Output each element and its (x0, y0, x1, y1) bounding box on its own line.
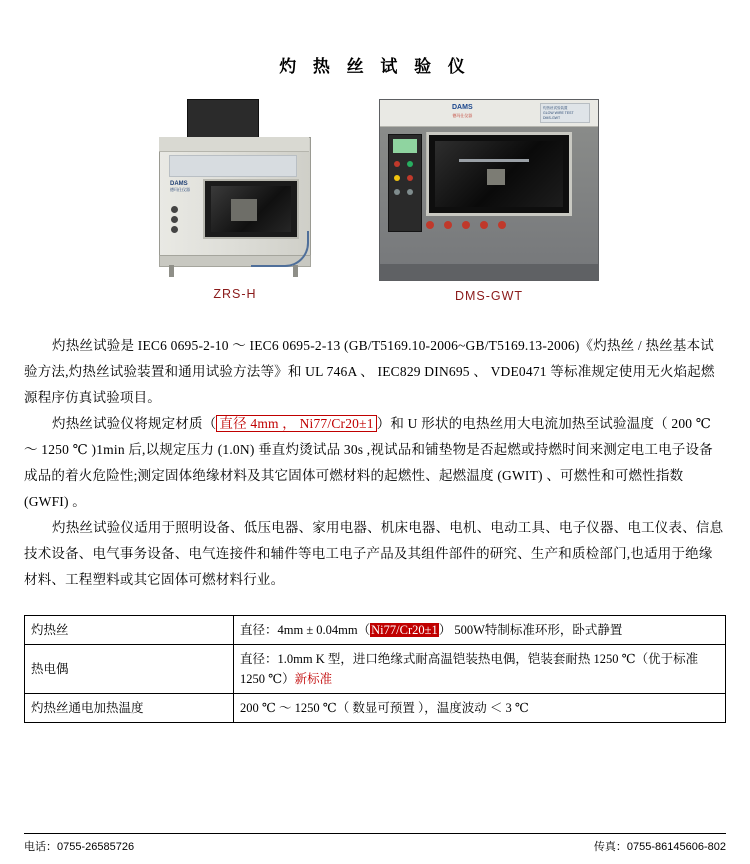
figure-caption: DMS-GWT (454, 289, 524, 303)
figure-caption: ZRS-H (213, 287, 257, 301)
machine-label-strip (169, 155, 297, 177)
panel-display (393, 139, 417, 153)
table-cell-value (234, 616, 726, 645)
value-text-a: 直径：1.0mm K 型，进口绝缘式耐高温铠装热电偶，铠装套耐热 1250 ℃（优于标准 1250 ℃） (240, 652, 699, 686)
paragraph-principle-part-a: 灼热丝试验仪将规定材质（ (52, 416, 217, 431)
table-cell-key: 热电偶 (25, 645, 234, 694)
machine-leg-right (293, 265, 298, 277)
chamber-specimen (231, 199, 257, 221)
table-cell-value (234, 694, 726, 723)
page-title: 灼 热 丝 试 验 仪 (279, 57, 471, 76)
table-row (25, 694, 726, 723)
machine-exhaust-hood (187, 99, 259, 139)
machine-base (380, 264, 598, 280)
machine-brand: DAMS 德玛仕仪器 (170, 181, 190, 192)
paragraph-standards: 灼热丝试验是 IEC6 0695-2-10 ～ IEC6 0695-2-13 (GB/T5169.10-2006~GB/T5169.13-2006)《灼热丝 / 热丝基本试验方法,灼热丝试验装置和通用试验方法等》和 UL 746A 、 IEC829 DIN695 、 VDE0471 等标准规定使用无火焰起燃源程序仿真试验项目。 (24, 338, 715, 405)
specification-table (24, 615, 726, 723)
machine-button-row (426, 216, 566, 232)
figure-zrs-h (151, 99, 319, 303)
value-highlight: Ni77/Cr20±1 (371, 623, 438, 637)
value-text-a: 200 ℃ ～ 1250 ℃（ 数显可预置 ），温度波动 ＜ 3 ℃ (240, 701, 529, 715)
machine-name-plate: 灼热丝试验装置 GLOW WIRE TEST DMS-GWT (540, 103, 590, 123)
machine-illustration-zrs-h (151, 99, 319, 279)
highlight-wire-spec: 直径 4mm ， Ni77/Cr20±1 (216, 415, 376, 432)
machine-control-knobs (169, 203, 197, 235)
value-text-b: ） 500W特制标准环形，卧式静置 (438, 623, 623, 637)
value-highlight: 新标准 (294, 672, 333, 686)
footer-phone: 电话：0755-26585726 (24, 841, 135, 853)
page-footer (24, 833, 726, 854)
figure-row (24, 99, 726, 303)
document-page (0, 52, 750, 864)
paragraph-principle (24, 411, 726, 515)
table-row (25, 645, 726, 694)
table-row (25, 616, 726, 645)
table-cell-key: 灼热丝 (25, 616, 234, 645)
paragraph-principle-part-b: ）和 U 形状的电热丝用大电流加热至试验温度（ 200 ℃ ～ 1250 ℃ )1min 后,以规定压力 (1.0N) 垂直灼烫试品 30s ,视试品和铺垫物是否起燃或持燃时间来测定电工电子设备成品的着火危险性;测定固体绝缘材料及其它固体可燃材料的起燃性、起燃温度 (GWIT) 、可燃性和可燃性指数 (GWFI) 。 (24, 416, 713, 509)
machine-control-panel (388, 134, 422, 232)
paragraph-applications: 灼热丝试验仪适用于照明设备、低压电器、家用电器、机床电器、电机、电动工具、电子仪器、电工仪表、信息技术设备、电气事务设备、电气连接件和辅件等电工电子产品及其组件部件的研究、生产和质检部门,也适用于绝缘材料、工程塑料或其它固体可燃材料行业。 (24, 520, 724, 587)
chamber-door-edge (426, 132, 567, 210)
machine-illustration-dms-gwt (379, 99, 599, 281)
table-cell-value (234, 645, 726, 694)
table-cell-key: 灼热丝通电加热温度 (25, 694, 234, 723)
machine-top-strip (159, 137, 309, 152)
figure-dms-gwt (379, 99, 599, 303)
value-text-a: 直径：4mm ± 0.04mm（ (240, 623, 371, 637)
machine-test-chamber (203, 179, 299, 239)
machine-leg-left (169, 265, 174, 277)
machine-brand: DAMS 德玛仕仪器 (452, 104, 473, 118)
footer-fax: 传真：0755-86145606-802 (593, 841, 726, 853)
